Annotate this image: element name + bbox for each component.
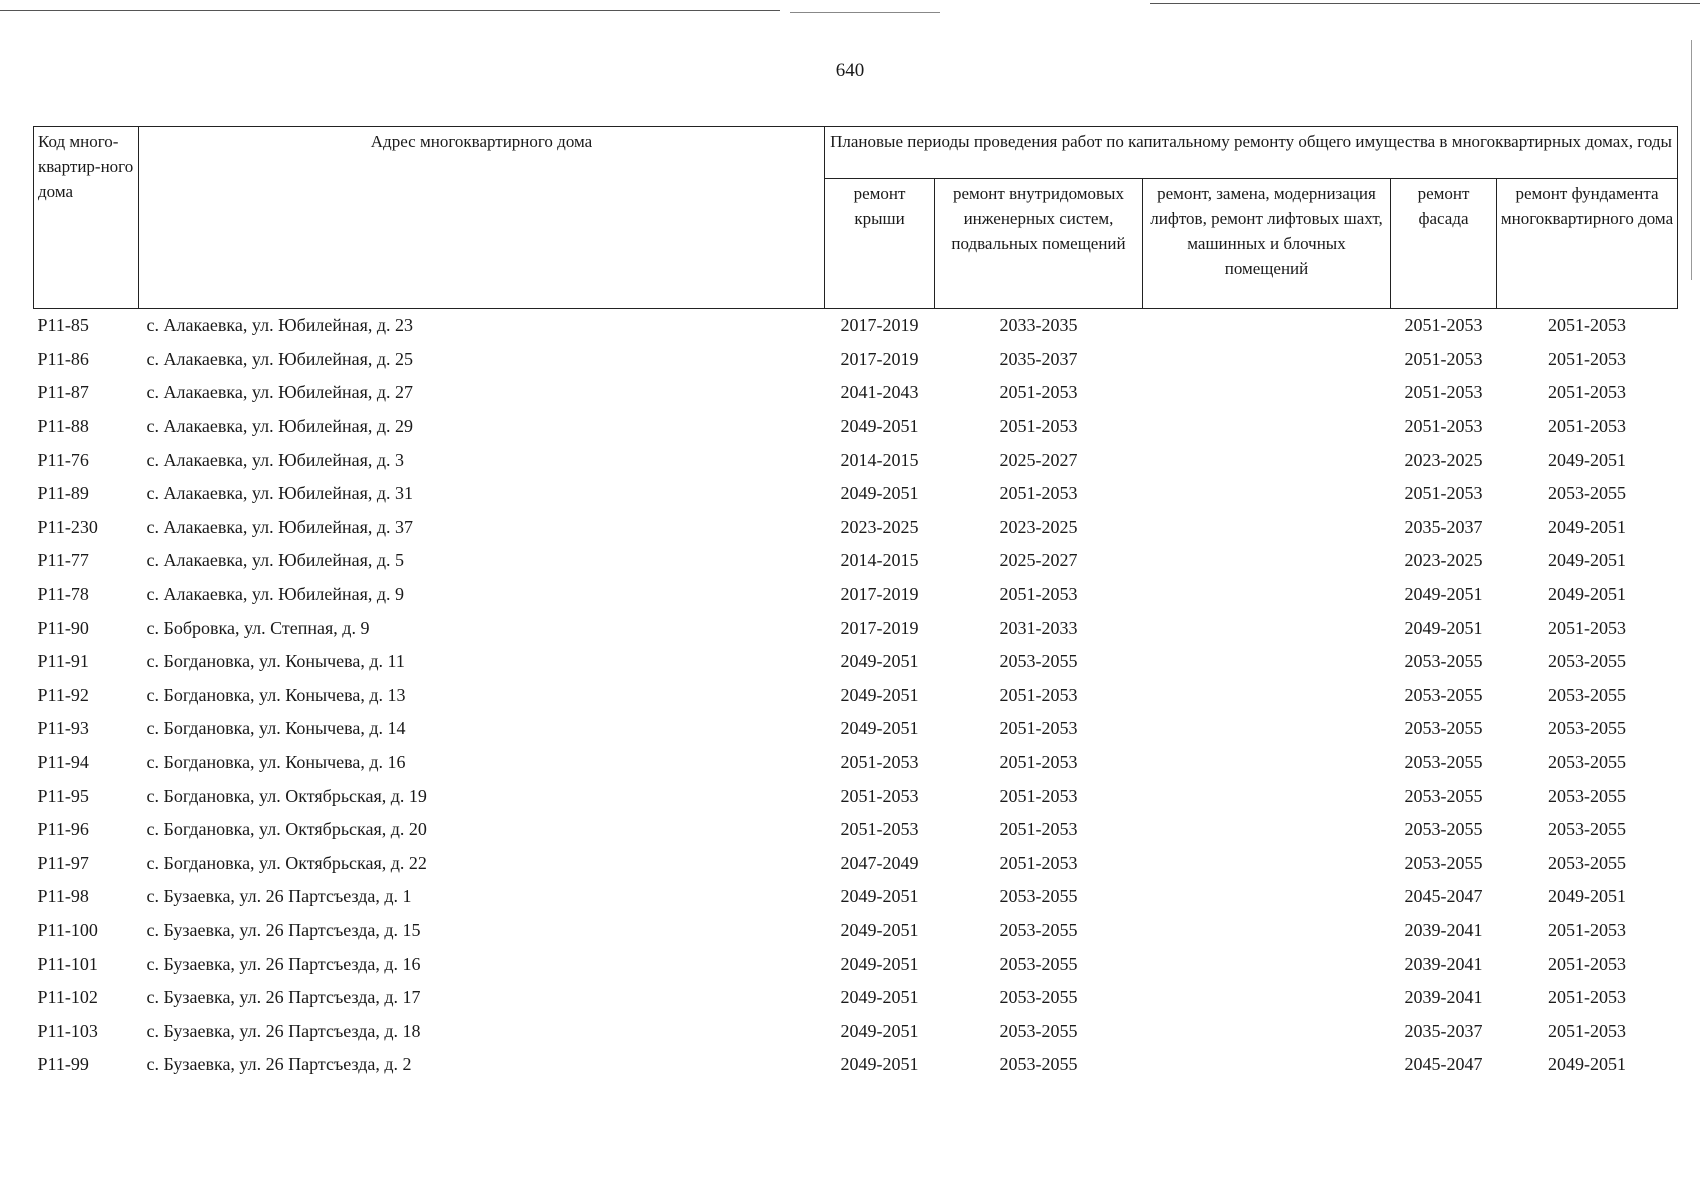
table-row [34, 712, 1678, 746]
cell-foundation: 2051-2053 [1548, 416, 1627, 437]
table-row [34, 511, 1678, 545]
table-row [34, 410, 1678, 444]
cell-roof: 2051-2053 [840, 785, 919, 806]
cell-code: Р11-94 [37, 752, 89, 773]
cell-code: Р11-90 [37, 617, 89, 638]
cell-roof: 2047-2049 [840, 852, 919, 873]
cell-foundation: 2051-2053 [1548, 1020, 1627, 1041]
cell-address: с. Богдановка, ул. Конычева, д. 13 [146, 684, 406, 705]
cell-roof: 2017-2019 [840, 584, 919, 605]
cell-engineering: 2031-2033 [999, 617, 1078, 638]
cell-code: Р11-87 [37, 382, 89, 403]
cell-engineering: 2053-2055 [999, 953, 1078, 974]
cell-lifts [1143, 880, 1391, 914]
cell-address: с. Бузаевка, ул. 26 Партсъезда, д. 2 [146, 1054, 412, 1075]
table-row [34, 578, 1678, 612]
cell-roof: 2049-2051 [840, 651, 919, 672]
cell-code: Р11-98 [37, 886, 89, 907]
header-code: Код много-квартир-ного дома [34, 127, 139, 309]
cell-code: Р11-99 [37, 1054, 89, 1075]
cell-roof: 2014-2015 [840, 449, 919, 470]
cell-roof: 2051-2053 [840, 752, 919, 773]
cell-address: с. Богдановка, ул. Октябрьская, д. 19 [146, 785, 427, 806]
cell-engineering: 2053-2055 [999, 886, 1078, 907]
cell-lifts [1143, 779, 1391, 813]
cell-engineering: 2025-2027 [999, 550, 1078, 571]
cell-address: с. Алакаевка, ул. Юбилейная, д. 23 [146, 315, 414, 336]
cell-facade: 2023-2025 [1404, 550, 1483, 571]
cell-engineering: 2051-2053 [999, 382, 1078, 403]
cell-engineering: 2051-2053 [999, 483, 1078, 504]
cell-engineering: 2053-2055 [999, 1054, 1078, 1075]
cell-foundation: 2051-2053 [1548, 953, 1627, 974]
cell-facade: 2051-2053 [1404, 483, 1483, 504]
cell-roof: 2017-2019 [840, 348, 919, 369]
scan-artifact-line [790, 12, 940, 13]
table-body [34, 309, 1678, 1082]
cell-address: с. Богдановка, ул. Конычева, д. 14 [146, 718, 406, 739]
capital-repair-schedule-table [33, 126, 1678, 1082]
cell-engineering: 2051-2053 [999, 752, 1078, 773]
cell-roof: 2049-2051 [840, 953, 919, 974]
cell-roof: 2049-2051 [840, 1020, 919, 1041]
page-number: 640 [835, 60, 865, 81]
cell-lifts [1143, 914, 1391, 948]
cell-code: Р11-88 [37, 416, 89, 437]
cell-facade: 2051-2053 [1404, 315, 1483, 336]
cell-roof: 2017-2019 [840, 315, 919, 336]
cell-facade: 2039-2041 [1404, 953, 1483, 974]
cell-foundation: 2051-2053 [1548, 315, 1627, 336]
cell-engineering: 2023-2025 [999, 516, 1078, 537]
cell-address: с. Бузаевка, ул. 26 Партсъезда, д. 16 [146, 953, 421, 974]
header-periods-group: Плановые периоды проведения работ по капитальному ремонту общего имущества в многоквартирных домах, годы [825, 127, 1678, 179]
cell-code: Р11-92 [37, 684, 89, 705]
header-address: Адрес многоквартирного дома [139, 127, 825, 309]
table-row [34, 880, 1678, 914]
table-row [34, 847, 1678, 881]
cell-address: с. Бузаевка, ул. 26 Партсъезда, д. 17 [146, 987, 421, 1008]
cell-address: с. Бузаевка, ул. 26 Партсъезда, д. 15 [146, 919, 421, 940]
cell-engineering: 2025-2027 [999, 449, 1078, 470]
cell-code: Р11-103 [37, 1020, 98, 1041]
cell-roof: 2049-2051 [840, 416, 919, 437]
cell-facade: 2023-2025 [1404, 449, 1483, 470]
cell-roof: 2049-2051 [840, 718, 919, 739]
scan-artifact-line [1150, 3, 1700, 4]
cell-foundation: 2053-2055 [1548, 718, 1627, 739]
cell-lifts [1143, 947, 1391, 981]
cell-lifts [1143, 511, 1391, 545]
cell-engineering: 2053-2055 [999, 987, 1078, 1008]
cell-lifts [1143, 746, 1391, 780]
header-lifts: ремонт, замена, модернизация лифтов, ремонт лифтовых шахт, машинных и блочных помещений [1143, 179, 1391, 309]
cell-engineering: 2033-2035 [999, 315, 1078, 336]
table-row [34, 746, 1678, 780]
cell-address: с. Алакаевка, ул. Юбилейная, д. 5 [146, 550, 405, 571]
cell-foundation: 2049-2051 [1548, 449, 1627, 470]
table-row [34, 376, 1678, 410]
cell-foundation: 2049-2051 [1548, 1054, 1627, 1075]
cell-lifts [1143, 309, 1391, 343]
cell-foundation: 2053-2055 [1548, 752, 1627, 773]
cell-lifts [1143, 981, 1391, 1015]
cell-code: Р11-230 [37, 516, 98, 537]
cell-engineering: 2053-2055 [999, 1020, 1078, 1041]
cell-facade: 2045-2047 [1404, 1054, 1483, 1075]
cell-foundation: 2051-2053 [1548, 987, 1627, 1008]
table-row [34, 981, 1678, 1015]
cell-code: Р11-76 [37, 449, 89, 470]
cell-lifts [1143, 1048, 1391, 1082]
table-row [34, 813, 1678, 847]
cell-roof: 2051-2053 [840, 819, 919, 840]
cell-lifts [1143, 477, 1391, 511]
cell-roof: 2049-2051 [840, 919, 919, 940]
table-row [34, 309, 1678, 343]
cell-code: Р11-89 [37, 483, 89, 504]
table-row [34, 947, 1678, 981]
cell-code: Р11-97 [37, 852, 89, 873]
table-row [34, 611, 1678, 645]
cell-facade: 2049-2051 [1404, 584, 1483, 605]
cell-lifts [1143, 443, 1391, 477]
scan-artifact-line [0, 10, 780, 11]
cell-engineering: 2053-2055 [999, 919, 1078, 940]
cell-engineering: 2051-2053 [999, 416, 1078, 437]
cell-engineering: 2051-2053 [999, 584, 1078, 605]
table-row [34, 779, 1678, 813]
cell-foundation: 2053-2055 [1548, 651, 1627, 672]
header-foundation: ремонт фундамента многоквартирного дома [1497, 179, 1678, 309]
cell-foundation: 2053-2055 [1548, 785, 1627, 806]
cell-foundation: 2053-2055 [1548, 852, 1627, 873]
table-row [34, 1014, 1678, 1048]
cell-code: Р11-78 [37, 584, 89, 605]
cell-code: Р11-85 [37, 315, 89, 336]
cell-lifts [1143, 645, 1391, 679]
cell-facade: 2045-2047 [1404, 886, 1483, 907]
cell-lifts [1143, 679, 1391, 713]
cell-facade: 2035-2037 [1404, 516, 1483, 537]
cell-foundation: 2051-2053 [1548, 919, 1627, 940]
cell-engineering: 2051-2053 [999, 819, 1078, 840]
cell-address: с. Алакаевка, ул. Юбилейная, д. 25 [146, 348, 414, 369]
cell-facade: 2053-2055 [1404, 752, 1483, 773]
cell-foundation: 2053-2055 [1548, 483, 1627, 504]
cell-foundation: 2053-2055 [1548, 819, 1627, 840]
cell-code: Р11-93 [37, 718, 89, 739]
cell-roof: 2049-2051 [840, 987, 919, 1008]
cell-address: с. Бобровка, ул. Степная, д. 9 [146, 617, 370, 638]
cell-address: с. Алакаевка, ул. Юбилейная, д. 27 [146, 382, 414, 403]
cell-address: с. Алакаевка, ул. Юбилейная, д. 9 [146, 584, 405, 605]
cell-facade: 2049-2051 [1404, 617, 1483, 638]
cell-foundation: 2051-2053 [1548, 617, 1627, 638]
cell-facade: 2053-2055 [1404, 718, 1483, 739]
cell-lifts [1143, 712, 1391, 746]
cell-lifts [1143, 578, 1391, 612]
cell-address: с. Алакаевка, ул. Юбилейная, д. 31 [146, 483, 414, 504]
cell-code: Р11-95 [37, 785, 89, 806]
table-row [34, 1048, 1678, 1082]
cell-facade: 2051-2053 [1404, 416, 1483, 437]
cell-lifts [1143, 343, 1391, 377]
cell-lifts [1143, 376, 1391, 410]
table-row [34, 645, 1678, 679]
header-roof: ремонт крыши [825, 179, 935, 309]
cell-foundation: 2049-2051 [1548, 584, 1627, 605]
cell-roof: 2017-2019 [840, 617, 919, 638]
cell-lifts [1143, 1014, 1391, 1048]
cell-code: Р11-100 [37, 919, 98, 940]
cell-code: Р11-102 [37, 987, 98, 1008]
cell-address: с. Богдановка, ул. Октябрьская, д. 22 [146, 852, 427, 873]
cell-lifts [1143, 847, 1391, 881]
cell-facade: 2053-2055 [1404, 852, 1483, 873]
cell-facade: 2039-2041 [1404, 987, 1483, 1008]
cell-roof: 2023-2025 [840, 516, 919, 537]
cell-code: Р11-101 [37, 953, 98, 974]
cell-address: с. Бузаевка, ул. 26 Партсъезда, д. 1 [146, 886, 412, 907]
cell-foundation: 2049-2051 [1548, 886, 1627, 907]
cell-address: с. Богдановка, ул. Конычева, д. 16 [146, 752, 406, 773]
cell-engineering: 2051-2053 [999, 684, 1078, 705]
cell-facade: 2053-2055 [1404, 819, 1483, 840]
cell-lifts [1143, 410, 1391, 444]
cell-address: с. Бузаевка, ул. 26 Партсъезда, д. 18 [146, 1020, 421, 1041]
cell-code: Р11-86 [37, 348, 89, 369]
cell-lifts [1143, 813, 1391, 847]
cell-address: с. Алакаевка, ул. Юбилейная, д. 29 [146, 416, 414, 437]
cell-code: Р11-77 [37, 550, 89, 571]
cell-engineering: 2051-2053 [999, 718, 1078, 739]
cell-engineering: 2051-2053 [999, 785, 1078, 806]
cell-address: с. Богдановка, ул. Конычева, д. 11 [146, 651, 405, 672]
cell-roof: 2049-2051 [840, 1054, 919, 1075]
cell-foundation: 2051-2053 [1548, 348, 1627, 369]
cell-facade: 2051-2053 [1404, 382, 1483, 403]
table-row [34, 544, 1678, 578]
cell-engineering: 2053-2055 [999, 651, 1078, 672]
cell-engineering: 2051-2053 [999, 852, 1078, 873]
cell-foundation: 2049-2051 [1548, 516, 1627, 537]
cell-roof: 2049-2051 [840, 684, 919, 705]
table-row [34, 443, 1678, 477]
cell-address: с. Алакаевка, ул. Юбилейная, д. 37 [146, 516, 414, 537]
table-row [34, 477, 1678, 511]
header-facade: ремонт фасада [1391, 179, 1497, 309]
cell-facade: 2053-2055 [1404, 684, 1483, 705]
cell-roof: 2014-2015 [840, 550, 919, 571]
cell-facade: 2053-2055 [1404, 651, 1483, 672]
cell-facade: 2039-2041 [1404, 919, 1483, 940]
table-row [34, 679, 1678, 713]
cell-address: с. Алакаевка, ул. Юбилейная, д. 3 [146, 449, 405, 470]
cell-engineering: 2035-2037 [999, 348, 1078, 369]
cell-code: Р11-91 [37, 651, 89, 672]
cell-roof: 2041-2043 [840, 382, 919, 403]
cell-lifts [1143, 544, 1391, 578]
cell-facade: 2051-2053 [1404, 348, 1483, 369]
cell-foundation: 2051-2053 [1548, 382, 1627, 403]
table-row [34, 914, 1678, 948]
cell-facade: 2053-2055 [1404, 785, 1483, 806]
cell-lifts [1143, 611, 1391, 645]
cell-roof: 2049-2051 [840, 483, 919, 504]
header-engineering: ремонт внутридомовых инженерных систем, подвальных помещений [935, 179, 1143, 309]
table-row [34, 343, 1678, 377]
cell-roof: 2049-2051 [840, 886, 919, 907]
cell-foundation: 2053-2055 [1548, 684, 1627, 705]
cell-code: Р11-96 [37, 819, 89, 840]
cell-facade: 2035-2037 [1404, 1020, 1483, 1041]
cell-address: с. Богдановка, ул. Октябрьская, д. 20 [146, 819, 427, 840]
cell-foundation: 2049-2051 [1548, 550, 1627, 571]
